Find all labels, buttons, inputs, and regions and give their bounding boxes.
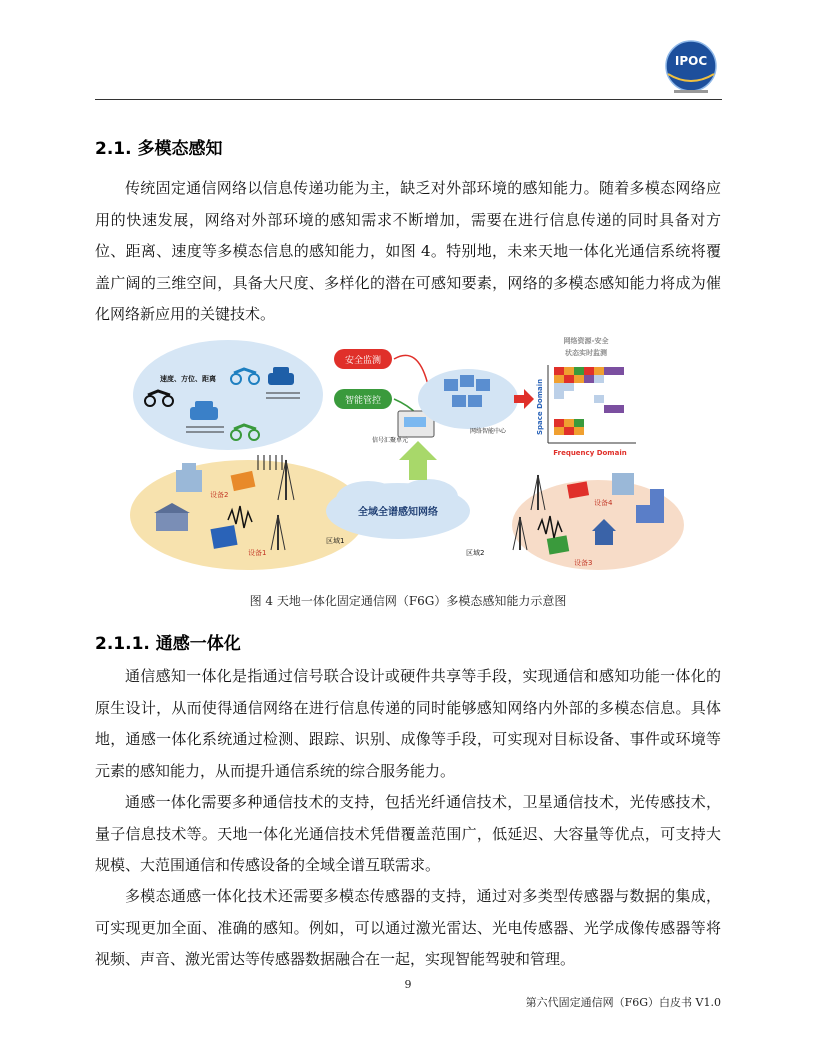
paragraph: 传统固定通信网络以信息传递功能为主，缺乏对外部环境的感知能力。随着多模态网络应用的快速发展，网络对外部环境的感知需求不断增加，需要在进行信息传递的同时具备对方位、距离、速度等多模态信息的感知能力，如图 4。特别地，未来天地一体化光通信系统将覆盖广阔的三维空间，具备大尺度、多样化的潜在可感知要素，网络的多模态感知能力将成为催化网络新应用的关键技术。 [95,179,721,323]
svg-text:IPOC: IPOC [674,54,708,68]
figure-caption: 图 4 天地一体化固定通信网（F6G）多模态感知能力示意图 [249,594,567,608]
svg-text:智能管控: 智能管控 [344,396,382,406]
right-arrow [514,389,534,409]
header-rule [95,99,722,100]
signal-unit-label: 信号汇聚单元 [371,437,409,444]
space-axis-label: Space Domain [536,378,544,435]
network-label: 全域全谱感知网络 [358,507,438,518]
vehicle-zone [133,340,323,450]
paragraph: 通信感知一体化是指通过信号联合设计或硬件共享等手段，实现通信和感知功能一体化的原生设计，从而使得通信网络在进行信息传递的同时能够感知网络内外部的多模态信息。具体地，通感一体化系统通过检测、跟踪、识别、成像等手段，可实现对目标设备、事件或环境等元素的感知能力，从而提升通信系统的综合服务能力。 [95,667,721,780]
heatmap-grid [554,367,624,435]
heatmap-title-1: 网络资源-安全 [563,337,609,345]
device-1-label: 设备1 [248,549,267,557]
page-number: 9 [404,978,412,991]
device-3-icon [547,535,569,554]
zone-1-label: 区域1 [326,537,345,545]
device-3-label: 设备3 [574,559,593,567]
network-center-label: 网络智能中心 [469,428,507,435]
figure-diagram [128,335,688,585]
up-arrow [399,441,437,480]
device-4-label: 设备4 [594,499,613,507]
svg-text:安全监测: 安全监测 [344,356,382,366]
frequency-axis-label: Frequency Domain [553,449,627,457]
zone-2-label: 区域2 [466,549,485,557]
section-heading: 2.1. 多模态感知 [95,139,223,159]
paragraph: 通感一体化需要多种通信技术的支持，包括光纤通信技术，卫星通信技术，光传感技术，量子信息技术等。天地一体化光通信技术凭借覆盖范围广，低延迟、大容量等优点，可支持大规模、大范围通信和传感设备的全域全谱互联需求。 [95,793,721,874]
subsection-heading: 2.1.1. 通感一体化 [95,634,241,654]
speed-label: 速度、方位、距离 [160,375,216,383]
ipoc-logo [662,40,720,96]
device-1-icon [210,525,237,549]
paragraph: 多模态通感一体化技术还需要多模态传感器的支持，通过对多类型传感器与数据的集成，可实现更加全面、准确的感知。例如，可以通过激光雷达、光电传感器、光学成像传感器等将视频、声音、激光雷达等传感器数据融合在一起，实现智能驾驶和管理。 [95,887,721,968]
device-2-label: 设备2 [210,491,229,499]
heatmap-title-2: 状态实时监测 [565,349,607,357]
footer-text: 第六代固定通信网（F6G）白皮书 V1.0 [525,996,721,1009]
